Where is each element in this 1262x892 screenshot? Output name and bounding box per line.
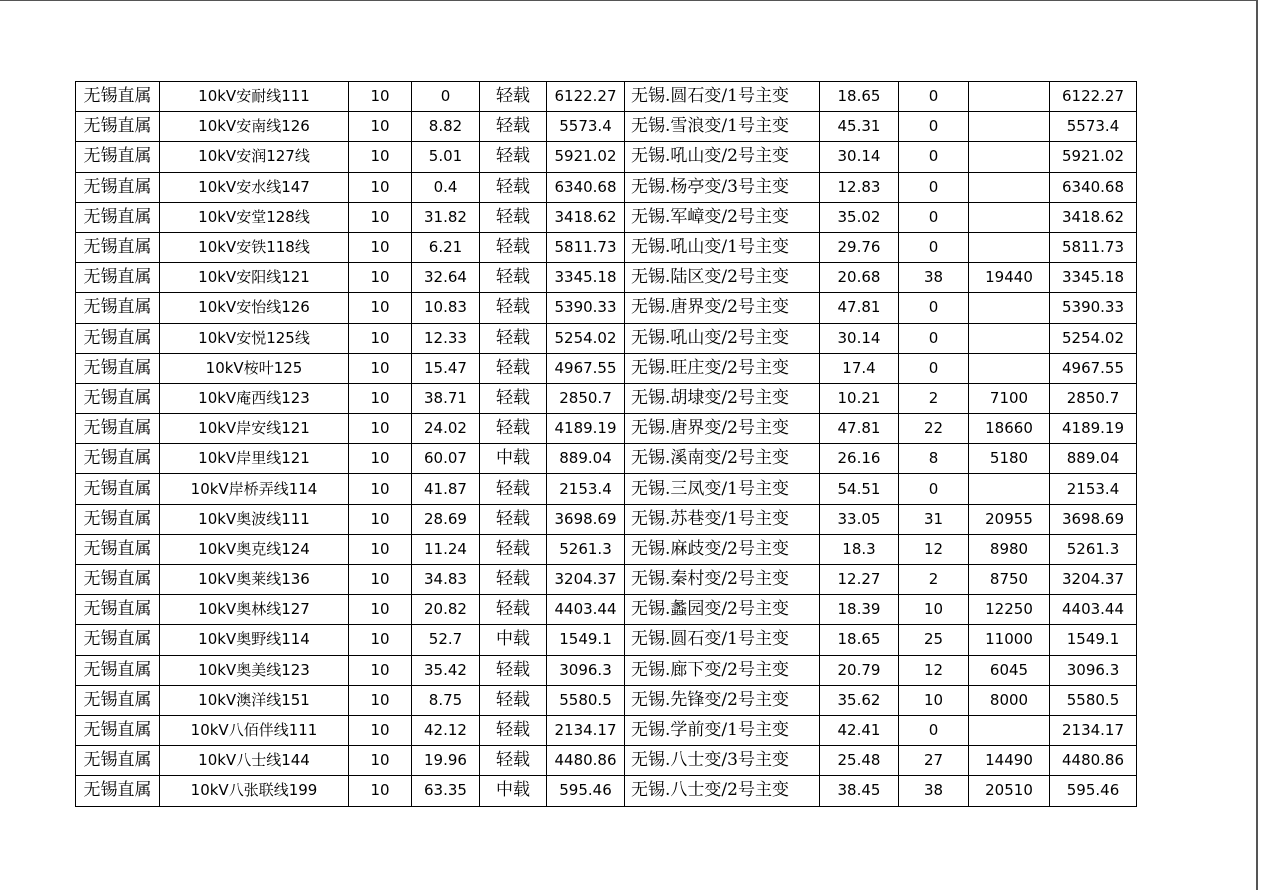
voltage-cell: 10 — [349, 595, 412, 625]
transformer-load-rate-cell: 30.14 — [820, 142, 899, 172]
feeder-name-cell: 10kV安悦125线 — [160, 323, 349, 353]
load-status-cell: 轻载 — [480, 112, 547, 142]
remaining-capacity-cell: 3096.3 — [1050, 655, 1137, 685]
capacity-cell: 5180 — [969, 444, 1050, 474]
capacity-cell: 7100 — [969, 383, 1050, 413]
load-status-cell: 轻载 — [480, 685, 547, 715]
transformer-cell: 无锡.圆石变/1号主变 — [625, 82, 820, 112]
transformer-load-rate-cell: 29.76 — [820, 232, 899, 262]
count-cell: 38 — [899, 263, 969, 293]
available-capacity-cell: 595.46 — [547, 776, 625, 806]
available-capacity-cell: 3418.62 — [547, 202, 625, 232]
count-cell: 25 — [899, 625, 969, 655]
load-status-cell: 轻载 — [480, 565, 547, 595]
transformer-load-rate-cell: 42.41 — [820, 715, 899, 745]
transformer-load-rate-cell: 26.16 — [820, 444, 899, 474]
company-cell: 无锡直属 — [76, 474, 160, 504]
load-rate-cell: 15.47 — [412, 353, 480, 383]
remaining-capacity-cell: 4967.55 — [1050, 353, 1137, 383]
count-cell: 0 — [899, 172, 969, 202]
count-cell: 27 — [899, 746, 969, 776]
remaining-capacity-cell: 5580.5 — [1050, 685, 1137, 715]
transformer-cell: 无锡.学前变/1号主变 — [625, 715, 820, 745]
transformer-load-rate-cell: 18.39 — [820, 595, 899, 625]
count-cell: 0 — [899, 142, 969, 172]
transformer-cell: 无锡.胡埭变/2号主变 — [625, 383, 820, 413]
available-capacity-cell: 2134.17 — [547, 715, 625, 745]
load-rate-cell: 52.7 — [412, 625, 480, 655]
table-row — [76, 202, 1137, 232]
table-row — [76, 172, 1137, 202]
transformer-load-rate-cell: 35.62 — [820, 685, 899, 715]
load-status-cell: 轻载 — [480, 414, 547, 444]
voltage-cell: 10 — [349, 293, 412, 323]
remaining-capacity-cell: 3204.37 — [1050, 565, 1137, 595]
company-cell: 无锡直属 — [76, 263, 160, 293]
transformer-cell: 无锡.八士变/3号主变 — [625, 746, 820, 776]
available-capacity-cell: 3698.69 — [547, 504, 625, 534]
feeder-name-cell: 10kV桉叶125 — [160, 353, 349, 383]
company-cell: 无锡直属 — [76, 383, 160, 413]
load-rate-cell: 0.4 — [412, 172, 480, 202]
voltage-cell: 10 — [349, 142, 412, 172]
capacity-cell — [969, 293, 1050, 323]
remaining-capacity-cell: 1549.1 — [1050, 625, 1137, 655]
load-rate-cell: 8.75 — [412, 685, 480, 715]
transformer-load-rate-cell: 18.65 — [820, 625, 899, 655]
load-rate-cell: 19.96 — [412, 746, 480, 776]
count-cell: 10 — [899, 685, 969, 715]
transformer-cell: 无锡.溪南变/2号主变 — [625, 444, 820, 474]
load-rate-cell: 32.64 — [412, 263, 480, 293]
available-capacity-cell: 5811.73 — [547, 232, 625, 262]
capacity-cell — [969, 232, 1050, 262]
count-cell: 0 — [899, 353, 969, 383]
transformer-load-rate-cell: 47.81 — [820, 293, 899, 323]
load-rate-cell: 24.02 — [412, 414, 480, 444]
transformer-cell: 无锡.陆区变/2号主变 — [625, 263, 820, 293]
table-row — [76, 383, 1137, 413]
transformer-cell: 无锡.唐界变/2号主变 — [625, 414, 820, 444]
company-cell: 无锡直属 — [76, 232, 160, 262]
available-capacity-cell: 5390.33 — [547, 293, 625, 323]
transformer-cell: 无锡.旺庄变/2号主变 — [625, 353, 820, 383]
available-capacity-cell: 5573.4 — [547, 112, 625, 142]
feeder-name-cell: 10kV八张联线199 — [160, 776, 349, 806]
voltage-cell: 10 — [349, 655, 412, 685]
company-cell: 无锡直属 — [76, 504, 160, 534]
feeder-name-cell: 10kV八佰伴线111 — [160, 715, 349, 745]
count-cell: 22 — [899, 414, 969, 444]
load-rate-cell: 11.24 — [412, 534, 480, 564]
voltage-cell: 10 — [349, 112, 412, 142]
transformer-load-rate-cell: 45.31 — [820, 112, 899, 142]
company-cell: 无锡直属 — [76, 625, 160, 655]
voltage-cell: 10 — [349, 383, 412, 413]
company-cell: 无锡直属 — [76, 655, 160, 685]
company-cell: 无锡直属 — [76, 685, 160, 715]
load-status-cell: 轻载 — [480, 655, 547, 685]
company-cell: 无锡直属 — [76, 414, 160, 444]
company-cell: 无锡直属 — [76, 746, 160, 776]
remaining-capacity-cell: 2153.4 — [1050, 474, 1137, 504]
voltage-cell: 10 — [349, 353, 412, 383]
load-status-cell: 轻载 — [480, 323, 547, 353]
load-status-cell: 中载 — [480, 776, 547, 806]
feeder-name-cell: 10kV安铁118线 — [160, 232, 349, 262]
transformer-cell: 无锡.廊下变/2号主变 — [625, 655, 820, 685]
available-capacity-cell: 6122.27 — [547, 82, 625, 112]
count-cell: 12 — [899, 534, 969, 564]
available-capacity-cell: 2153.4 — [547, 474, 625, 504]
capacity-cell — [969, 142, 1050, 172]
load-status-cell: 轻载 — [480, 595, 547, 625]
feeder-name-cell: 10kV奥莱线136 — [160, 565, 349, 595]
load-rate-cell: 63.35 — [412, 776, 480, 806]
capacity-cell: 18660 — [969, 414, 1050, 444]
available-capacity-cell: 5921.02 — [547, 142, 625, 172]
table-row — [76, 685, 1137, 715]
transformer-cell: 无锡.苏巷变/1号主变 — [625, 504, 820, 534]
count-cell: 2 — [899, 383, 969, 413]
feeder-name-cell: 10kV岸桥弄线114 — [160, 474, 349, 504]
transformer-load-rate-cell: 12.27 — [820, 565, 899, 595]
voltage-cell: 10 — [349, 474, 412, 504]
available-capacity-cell: 889.04 — [547, 444, 625, 474]
load-rate-cell: 20.82 — [412, 595, 480, 625]
capacity-cell — [969, 202, 1050, 232]
company-cell: 无锡直属 — [76, 323, 160, 353]
available-capacity-cell: 6340.68 — [547, 172, 625, 202]
load-rate-cell: 34.83 — [412, 565, 480, 595]
table-row — [76, 142, 1137, 172]
load-status-cell: 轻载 — [480, 383, 547, 413]
table-row — [76, 263, 1137, 293]
capacity-cell: 14490 — [969, 746, 1050, 776]
company-cell: 无锡直属 — [76, 534, 160, 564]
voltage-cell: 10 — [349, 232, 412, 262]
transformer-cell: 无锡.圆石变/1号主变 — [625, 625, 820, 655]
table-row — [76, 82, 1137, 112]
count-cell: 0 — [899, 112, 969, 142]
count-cell: 0 — [899, 293, 969, 323]
load-status-cell: 轻载 — [480, 293, 547, 323]
transformer-cell: 无锡.吼山变/1号主变 — [625, 232, 820, 262]
capacity-cell — [969, 112, 1050, 142]
company-cell: 无锡直属 — [76, 444, 160, 474]
table-row — [76, 353, 1137, 383]
voltage-cell: 10 — [349, 776, 412, 806]
count-cell: 2 — [899, 565, 969, 595]
remaining-capacity-cell: 5573.4 — [1050, 112, 1137, 142]
transformer-load-rate-cell: 35.02 — [820, 202, 899, 232]
load-status-cell: 轻载 — [480, 142, 547, 172]
load-rate-cell: 41.87 — [412, 474, 480, 504]
transformer-load-rate-cell: 18.65 — [820, 82, 899, 112]
table-row — [76, 534, 1137, 564]
load-status-cell: 轻载 — [480, 232, 547, 262]
capacity-cell: 6045 — [969, 655, 1050, 685]
load-status-cell: 轻载 — [480, 534, 547, 564]
company-cell: 无锡直属 — [76, 172, 160, 202]
transformer-cell: 无锡.秦村变/2号主变 — [625, 565, 820, 595]
voltage-cell: 10 — [349, 82, 412, 112]
count-cell: 0 — [899, 202, 969, 232]
remaining-capacity-cell: 4480.86 — [1050, 746, 1137, 776]
feeder-name-cell: 10kV安润127线 — [160, 142, 349, 172]
available-capacity-cell: 4189.19 — [547, 414, 625, 444]
load-rate-cell: 6.21 — [412, 232, 480, 262]
voltage-cell: 10 — [349, 444, 412, 474]
feeder-name-cell: 10kV安水线147 — [160, 172, 349, 202]
load-status-cell: 中载 — [480, 625, 547, 655]
feeder-load-table — [75, 81, 1137, 807]
count-cell: 8 — [899, 444, 969, 474]
transformer-load-rate-cell: 12.83 — [820, 172, 899, 202]
capacity-cell: 20955 — [969, 504, 1050, 534]
transformer-cell: 无锡.唐界变/2号主变 — [625, 293, 820, 323]
remaining-capacity-cell: 5254.02 — [1050, 323, 1137, 353]
capacity-cell: 8750 — [969, 565, 1050, 595]
transformer-cell: 无锡.八士变/2号主变 — [625, 776, 820, 806]
company-cell: 无锡直属 — [76, 142, 160, 172]
count-cell: 38 — [899, 776, 969, 806]
table-row — [76, 444, 1137, 474]
count-cell: 12 — [899, 655, 969, 685]
load-rate-cell: 8.82 — [412, 112, 480, 142]
available-capacity-cell: 5580.5 — [547, 685, 625, 715]
transformer-cell: 无锡.三凤变/1号主变 — [625, 474, 820, 504]
remaining-capacity-cell: 5261.3 — [1050, 534, 1137, 564]
company-cell: 无锡直属 — [76, 776, 160, 806]
voltage-cell: 10 — [349, 202, 412, 232]
table-row — [76, 414, 1137, 444]
feeder-name-cell: 10kV安耐线111 — [160, 82, 349, 112]
transformer-cell: 无锡.军嶂变/2号主变 — [625, 202, 820, 232]
available-capacity-cell: 5254.02 — [547, 323, 625, 353]
load-status-cell: 轻载 — [480, 82, 547, 112]
load-rate-cell: 10.83 — [412, 293, 480, 323]
feeder-name-cell: 10kV岸安线121 — [160, 414, 349, 444]
transformer-load-rate-cell: 10.21 — [820, 383, 899, 413]
remaining-capacity-cell: 3345.18 — [1050, 263, 1137, 293]
feeder-name-cell: 10kV安阳线121 — [160, 263, 349, 293]
company-cell: 无锡直属 — [76, 112, 160, 142]
available-capacity-cell: 3096.3 — [547, 655, 625, 685]
feeder-name-cell: 10kV庵西线123 — [160, 383, 349, 413]
available-capacity-cell: 3204.37 — [547, 565, 625, 595]
transformer-cell: 无锡.杨亭变/3号主变 — [625, 172, 820, 202]
feeder-name-cell: 10kV八士线144 — [160, 746, 349, 776]
load-rate-cell: 0 — [412, 82, 480, 112]
transformer-cell: 无锡.麻歧变/2号主变 — [625, 534, 820, 564]
transformer-cell: 无锡.吼山变/2号主变 — [625, 323, 820, 353]
feeder-name-cell: 10kV澳洋线151 — [160, 685, 349, 715]
table-row — [76, 655, 1137, 685]
table-row — [76, 323, 1137, 353]
available-capacity-cell: 2850.7 — [547, 383, 625, 413]
capacity-cell — [969, 353, 1050, 383]
load-rate-cell: 60.07 — [412, 444, 480, 474]
capacity-cell: 12250 — [969, 595, 1050, 625]
capacity-cell: 20510 — [969, 776, 1050, 806]
remaining-capacity-cell: 5390.33 — [1050, 293, 1137, 323]
available-capacity-cell: 1549.1 — [547, 625, 625, 655]
capacity-cell — [969, 474, 1050, 504]
voltage-cell: 10 — [349, 685, 412, 715]
company-cell: 无锡直属 — [76, 82, 160, 112]
load-rate-cell: 42.12 — [412, 715, 480, 745]
feeder-name-cell: 10kV安堂128线 — [160, 202, 349, 232]
capacity-cell — [969, 323, 1050, 353]
transformer-load-rate-cell: 33.05 — [820, 504, 899, 534]
table-row — [76, 293, 1137, 323]
transformer-cell: 无锡.吼山变/2号主变 — [625, 142, 820, 172]
table-row — [76, 715, 1137, 745]
count-cell: 0 — [899, 323, 969, 353]
count-cell: 0 — [899, 715, 969, 745]
table-row — [76, 474, 1137, 504]
feeder-name-cell: 10kV奥林线127 — [160, 595, 349, 625]
table-row — [76, 565, 1137, 595]
feeder-name-cell: 10kV安怡线126 — [160, 293, 349, 323]
available-capacity-cell: 3345.18 — [547, 263, 625, 293]
capacity-cell — [969, 82, 1050, 112]
capacity-cell — [969, 172, 1050, 202]
remaining-capacity-cell: 3698.69 — [1050, 504, 1137, 534]
company-cell: 无锡直属 — [76, 565, 160, 595]
feeder-name-cell: 10kV奥美线123 — [160, 655, 349, 685]
feeder-name-cell: 10kV安南线126 — [160, 112, 349, 142]
transformer-load-rate-cell: 30.14 — [820, 323, 899, 353]
available-capacity-cell: 4967.55 — [547, 353, 625, 383]
load-rate-cell: 31.82 — [412, 202, 480, 232]
remaining-capacity-cell: 5811.73 — [1050, 232, 1137, 262]
available-capacity-cell: 4480.86 — [547, 746, 625, 776]
table-row — [76, 595, 1137, 625]
table-body — [76, 82, 1137, 807]
feeder-name-cell: 10kV奥波线111 — [160, 504, 349, 534]
count-cell: 10 — [899, 595, 969, 625]
capacity-cell: 11000 — [969, 625, 1050, 655]
voltage-cell: 10 — [349, 263, 412, 293]
available-capacity-cell: 4403.44 — [547, 595, 625, 625]
capacity-cell: 8980 — [969, 534, 1050, 564]
remaining-capacity-cell: 4189.19 — [1050, 414, 1137, 444]
company-cell: 无锡直属 — [76, 595, 160, 625]
feeder-name-cell: 10kV岸里线121 — [160, 444, 349, 474]
transformer-load-rate-cell: 54.51 — [820, 474, 899, 504]
remaining-capacity-cell: 2134.17 — [1050, 715, 1137, 745]
load-status-cell: 轻载 — [480, 172, 547, 202]
voltage-cell: 10 — [349, 414, 412, 444]
count-cell: 0 — [899, 82, 969, 112]
load-rate-cell: 28.69 — [412, 504, 480, 534]
remaining-capacity-cell: 6122.27 — [1050, 82, 1137, 112]
load-status-cell: 轻载 — [480, 746, 547, 776]
remaining-capacity-cell: 6340.68 — [1050, 172, 1137, 202]
load-status-cell: 中载 — [480, 444, 547, 474]
count-cell: 0 — [899, 232, 969, 262]
table-row — [76, 112, 1137, 142]
available-capacity-cell: 5261.3 — [547, 534, 625, 564]
voltage-cell: 10 — [349, 565, 412, 595]
transformer-cell: 无锡.先锋变/2号主变 — [625, 685, 820, 715]
table-row — [76, 232, 1137, 262]
load-rate-cell: 38.71 — [412, 383, 480, 413]
remaining-capacity-cell: 595.46 — [1050, 776, 1137, 806]
table-row — [76, 746, 1137, 776]
feeder-name-cell: 10kV奥克线124 — [160, 534, 349, 564]
remaining-capacity-cell: 4403.44 — [1050, 595, 1137, 625]
count-cell: 0 — [899, 474, 969, 504]
voltage-cell: 10 — [349, 534, 412, 564]
transformer-load-rate-cell: 20.68 — [820, 263, 899, 293]
transformer-load-rate-cell: 18.3 — [820, 534, 899, 564]
load-rate-cell: 12.33 — [412, 323, 480, 353]
voltage-cell: 10 — [349, 746, 412, 776]
load-status-cell: 轻载 — [480, 353, 547, 383]
company-cell: 无锡直属 — [76, 715, 160, 745]
company-cell: 无锡直属 — [76, 202, 160, 232]
remaining-capacity-cell: 2850.7 — [1050, 383, 1137, 413]
transformer-load-rate-cell: 17.4 — [820, 353, 899, 383]
transformer-load-rate-cell: 47.81 — [820, 414, 899, 444]
transformer-load-rate-cell: 20.79 — [820, 655, 899, 685]
table-row — [76, 504, 1137, 534]
table-row — [76, 776, 1137, 806]
load-status-cell: 轻载 — [480, 504, 547, 534]
transformer-load-rate-cell: 38.45 — [820, 776, 899, 806]
remaining-capacity-cell: 5921.02 — [1050, 142, 1137, 172]
capacity-cell: 19440 — [969, 263, 1050, 293]
remaining-capacity-cell: 3418.62 — [1050, 202, 1137, 232]
capacity-cell: 8000 — [969, 685, 1050, 715]
voltage-cell: 10 — [349, 504, 412, 534]
transformer-load-rate-cell: 25.48 — [820, 746, 899, 776]
table-row — [76, 625, 1137, 655]
company-cell: 无锡直属 — [76, 293, 160, 323]
voltage-cell: 10 — [349, 625, 412, 655]
load-status-cell: 轻载 — [480, 474, 547, 504]
count-cell: 31 — [899, 504, 969, 534]
capacity-cell — [969, 715, 1050, 745]
load-status-cell: 轻载 — [480, 202, 547, 232]
load-rate-cell: 5.01 — [412, 142, 480, 172]
load-rate-cell: 35.42 — [412, 655, 480, 685]
voltage-cell: 10 — [349, 715, 412, 745]
load-status-cell: 轻载 — [480, 715, 547, 745]
feeder-name-cell: 10kV奥野线114 — [160, 625, 349, 655]
voltage-cell: 10 — [349, 172, 412, 202]
transformer-cell: 无锡.雪浪变/1号主变 — [625, 112, 820, 142]
load-status-cell: 轻载 — [480, 263, 547, 293]
remaining-capacity-cell: 889.04 — [1050, 444, 1137, 474]
transformer-cell: 无锡.蠡园变/2号主变 — [625, 595, 820, 625]
voltage-cell: 10 — [349, 323, 412, 353]
company-cell: 无锡直属 — [76, 353, 160, 383]
